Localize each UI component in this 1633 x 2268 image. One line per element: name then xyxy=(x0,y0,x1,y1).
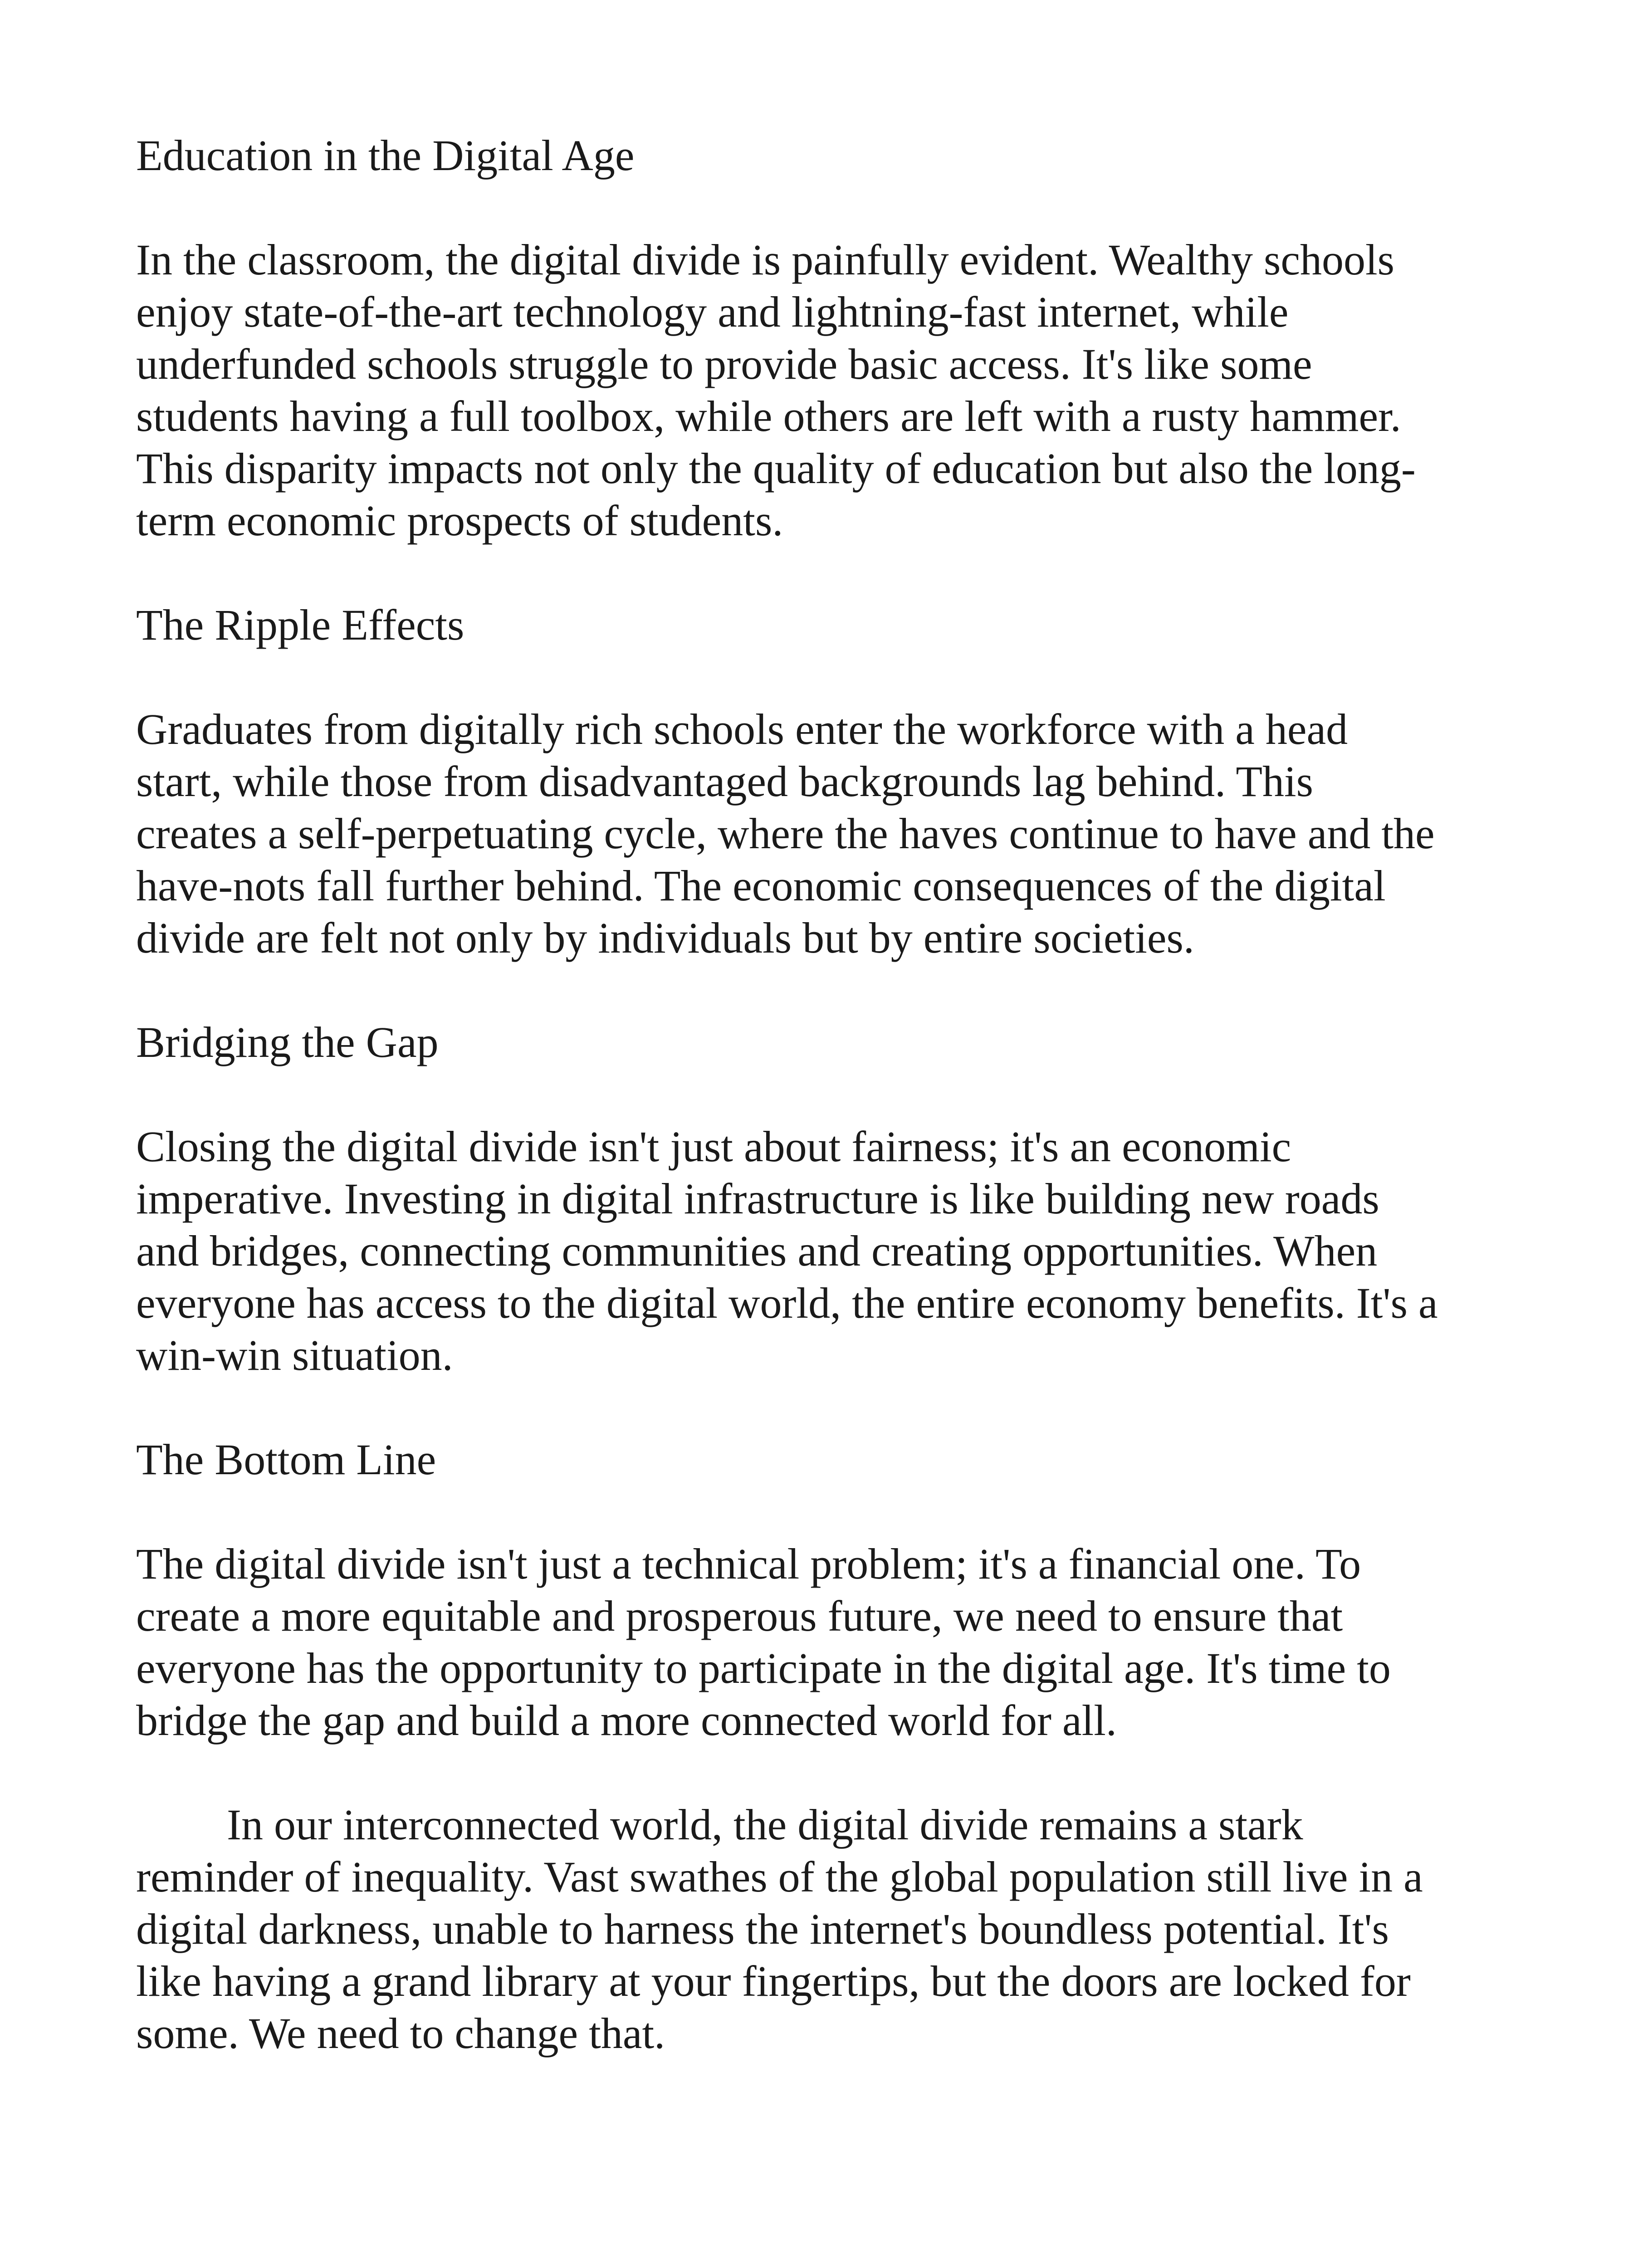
section-heading-education: Education in the Digital Age xyxy=(136,131,635,180)
page-body xyxy=(136,129,1442,2112)
section-heading-bridging-the-gap: Bridging the Gap xyxy=(136,1018,439,1066)
section-body-ripple-effects: Graduates from digitally rich schools enter the workforce with a head start, while those from disadvantaged backgrounds lag behind. This creates a self-perpetuating cycle, where the haves continue to have and the have-nots fall further behind. The economic consequences of the digital divide are felt not only by individuals but by entire societies. xyxy=(136,705,1435,962)
section-body-education: In the classroom, the digital divide is painfully evident. Wealthy schools enjoy state-of-the-art technology and lightning-fast internet, while underfunded schools struggle to provide basic access. It's like some students having a full toolbox, while others are left with a rusty hammer. This disparity impacts not only the quality of education but also the long-term economic prospects of students. xyxy=(136,235,1416,545)
section-body-bridging-the-gap: Closing the digital divide isn't just about fairness; it's an economic imperative. Investing in digital infrastructure is like building new roads and bridges, connecting communities and creating opportunities. When everyone has access to the digital world, the entire economy benefits. It's a win-win situation. xyxy=(136,1122,1438,1379)
closing-paragraph: In our interconnected world, the digital divide remains a stark reminder of inequality. Vast swathes of the global population still live in a digital darkness, unable to harness the internet's boundless potential. It's like having a grand library at your fingertips, but the doors are locked for some. We need to change that. xyxy=(136,1800,1423,2058)
section-heading-bottom-line: The Bottom Line xyxy=(136,1435,436,1484)
section-body-bottom-line: The digital divide isn't just a technical problem; it's a financial one. To create a more equitable and prosperous future, we need to ensure that everyone has the opportunity to participate in the digital age. It's time to bridge the gap and build a more connected world for all. xyxy=(136,1540,1391,1745)
section-heading-ripple-effects: The Ripple Effects xyxy=(136,601,464,649)
